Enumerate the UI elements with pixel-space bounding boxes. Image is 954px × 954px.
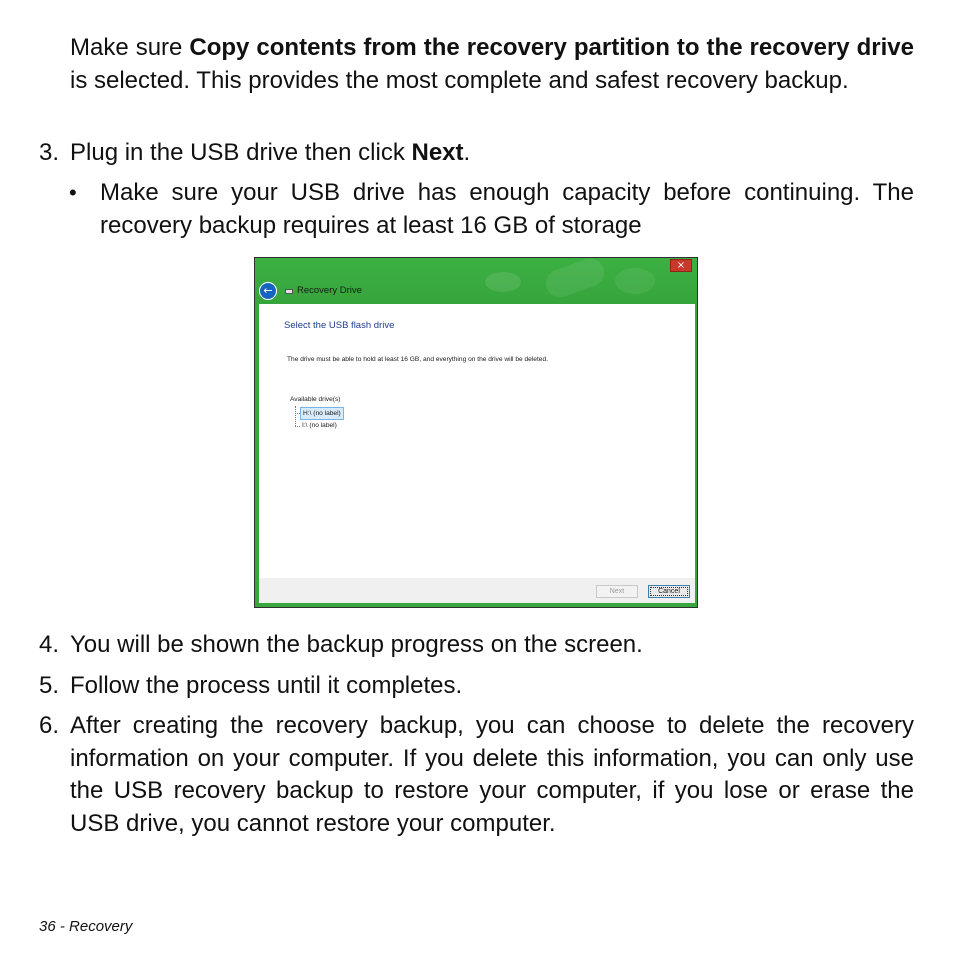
recovery-drive-window [254,257,698,608]
bullet-symbol: • [69,180,77,205]
step-6-text: After creating the recovery backup, you can choose to delete the recovery information on your computer. If you delete this information, you can only use the USB recovery backup to restore your computer, if you lose or erase the USB drive, you cannot restore your computer. [70,712,914,837]
intro-suffix: is selected. This provides the most complete and safest recovery backup. [70,66,849,94]
page-footer: 36 - Recovery [39,918,133,935]
step-6-number: 6. [39,712,60,739]
capacity-warning: The drive must be able to hold at least 16 GB, and everything on the drive will be deleted. [287,356,548,363]
step-4-text: You will be shown the backup progress on the screen. [70,631,643,658]
titlebar-decoration [485,272,521,292]
bullet-text: Make sure your USB drive has enough capacity before continuing. The recovery backup requires at least 16 GB of storage [100,179,914,239]
step-3-period: . [463,139,471,166]
wizard-heading: Select the USB flash drive [284,320,395,331]
titlebar-decoration [542,257,608,301]
titlebar-decoration [615,268,655,294]
step-3-number: 3. [39,139,60,166]
step-4-number: 4. [39,631,60,658]
next-button[interactable]: Next [596,585,638,598]
drive-item-h[interactable]: H:\ (no label) [300,407,344,420]
step-3-instruction: Plug in the USB drive then click [70,139,412,166]
intro-option-name: Copy contents from the recovery partition to the recovery drive [189,34,914,61]
step-3-next-word: Next [411,139,464,166]
close-button[interactable]: × [670,259,692,272]
tree-connector [295,426,300,427]
window-title: Recovery Drive [297,285,362,296]
wizard-footer [259,578,695,603]
available-drives-label: Available drive(s) [290,396,341,403]
intro-prefix: Make sure [70,34,190,61]
usb-drive-icon [285,289,293,294]
intro-paragraph [70,32,914,97]
wizard-content [259,304,695,578]
cancel-button[interactable]: Cancel [648,585,690,598]
window-titlebar [255,258,697,304]
drive-item-i[interactable]: I:\ (no label) [302,422,337,429]
step-5-text: Follow the process until it completes. [70,672,463,699]
step-5-number: 5. [39,672,60,699]
back-arrow-icon[interactable]: ← [259,282,277,300]
tree-connector [295,406,296,426]
step-3-text [70,137,914,170]
